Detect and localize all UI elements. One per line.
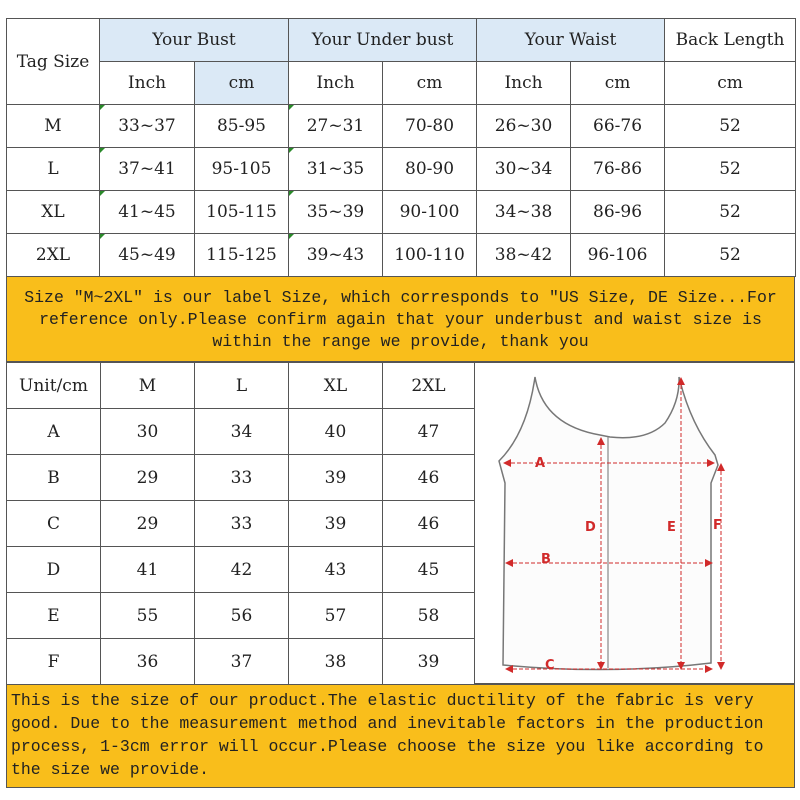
value-cell: 80-90 — [383, 148, 477, 191]
table-row — [7, 148, 796, 191]
value-cell: 37~41 — [100, 148, 195, 191]
measure-label: F — [7, 639, 101, 685]
measure-label: D — [7, 547, 101, 593]
size-column-header: L — [195, 363, 289, 409]
label-b: B — [541, 552, 551, 567]
value-cell: 27~31 — [289, 105, 383, 148]
size-column-header: XL — [289, 363, 383, 409]
measure-label: E — [7, 593, 101, 639]
value-cell: 45 — [383, 547, 475, 593]
value-cell: 39 — [383, 639, 475, 685]
value-cell: 36 — [101, 639, 195, 685]
unit-header: cm — [665, 62, 796, 105]
notice-line: process, 1-3cm error will occur.Please choose the size you like according to — [11, 737, 764, 756]
size-chart-table — [6, 18, 796, 277]
notice-line: This is the size of our product.The elastic ductility of the fabric is very — [11, 691, 754, 710]
notice-line: good. Due to the measurement method and inevitable factors in the production — [11, 714, 764, 733]
notice-line: within the range we provide, thank you — [212, 332, 589, 351]
value-cell: 70-80 — [383, 105, 477, 148]
unit-label: Unit/cm — [7, 363, 101, 409]
table-row — [7, 191, 796, 234]
bust-header: Your Bust — [100, 19, 289, 62]
table-row — [7, 547, 475, 593]
size-cell: 2XL — [7, 234, 100, 277]
value-cell: 38 — [289, 639, 383, 685]
value-cell: 29 — [101, 455, 195, 501]
unit-header: Inch — [289, 62, 383, 105]
under-bust-header: Your Under bust — [289, 19, 477, 62]
value-cell: 57 — [289, 593, 383, 639]
table-row — [7, 234, 796, 277]
value-cell: 39 — [289, 501, 383, 547]
product-notice-banner — [6, 684, 795, 788]
label-f: F — [713, 518, 722, 533]
tank-top-svg — [475, 363, 794, 683]
unit-header: Inch — [100, 62, 195, 105]
value-cell: 34~38 — [477, 191, 571, 234]
measure-label: A — [7, 409, 101, 455]
value-cell: 39~43 — [289, 234, 383, 277]
value-cell: 29 — [101, 501, 195, 547]
value-cell: 45~49 — [100, 234, 195, 277]
table-row — [7, 501, 475, 547]
tag-size-header: Tag Size — [7, 19, 100, 105]
value-cell: 41~45 — [100, 191, 195, 234]
value-cell: 66-76 — [571, 105, 665, 148]
size-column-header: 2XL — [383, 363, 475, 409]
notice-line: reference only.Please confirm again that your underbust and waist size is — [39, 310, 762, 329]
value-cell: 30~34 — [477, 148, 571, 191]
unit-header: cm — [571, 62, 665, 105]
value-cell: 31~35 — [289, 148, 383, 191]
table-row — [7, 639, 475, 685]
value-cell: 26~30 — [477, 105, 571, 148]
size-cell: M — [7, 105, 100, 148]
label-e: E — [667, 520, 676, 535]
size-cell: L — [7, 148, 100, 191]
table-row — [7, 105, 796, 148]
tank-top-diagram — [474, 362, 795, 684]
measure-label: C — [7, 501, 101, 547]
value-cell: 37 — [195, 639, 289, 685]
value-cell: 52 — [665, 148, 796, 191]
value-cell: 95-105 — [195, 148, 289, 191]
size-cell: XL — [7, 191, 100, 234]
size-notice-banner — [6, 276, 795, 362]
value-cell: 38~42 — [477, 234, 571, 277]
value-cell: 52 — [665, 234, 796, 277]
value-cell: 86-96 — [571, 191, 665, 234]
value-cell: 52 — [665, 191, 796, 234]
value-cell: 90-100 — [383, 191, 477, 234]
table-row — [7, 455, 475, 501]
value-cell: 30 — [101, 409, 195, 455]
value-cell: 33 — [195, 501, 289, 547]
value-cell: 39 — [289, 455, 383, 501]
value-cell: 105-115 — [195, 191, 289, 234]
label-d: D — [585, 520, 596, 535]
notice-line: Size "M~2XL" is our label Size, which corresponds to "US Size, DE Size...For — [24, 288, 777, 307]
value-cell: 47 — [383, 409, 475, 455]
notice-line: the size we provide. — [11, 760, 210, 779]
unit-header: cm — [195, 62, 289, 105]
value-cell: 35~39 — [289, 191, 383, 234]
size-column-header: M — [101, 363, 195, 409]
measure-label: B — [7, 455, 101, 501]
value-cell: 52 — [665, 105, 796, 148]
value-cell: 46 — [383, 501, 475, 547]
value-cell: 85-95 — [195, 105, 289, 148]
table-row — [7, 409, 475, 455]
value-cell: 76-86 — [571, 148, 665, 191]
value-cell: 56 — [195, 593, 289, 639]
measurement-table — [6, 362, 475, 685]
label-c: C — [545, 658, 555, 673]
back-length-header: Back Length — [665, 19, 796, 62]
unit-header: cm — [383, 62, 477, 105]
value-cell: 40 — [289, 409, 383, 455]
value-cell: 33~37 — [100, 105, 195, 148]
value-cell: 96-106 — [571, 234, 665, 277]
value-cell: 43 — [289, 547, 383, 593]
value-cell: 33 — [195, 455, 289, 501]
value-cell: 55 — [101, 593, 195, 639]
value-cell: 41 — [101, 547, 195, 593]
table-row — [7, 593, 475, 639]
waist-header: Your Waist — [477, 19, 665, 62]
value-cell: 34 — [195, 409, 289, 455]
label-a: A — [535, 456, 546, 471]
unit-header: Inch — [477, 62, 571, 105]
value-cell: 115-125 — [195, 234, 289, 277]
value-cell: 42 — [195, 547, 289, 593]
value-cell: 58 — [383, 593, 475, 639]
value-cell: 100-110 — [383, 234, 477, 277]
value-cell: 46 — [383, 455, 475, 501]
